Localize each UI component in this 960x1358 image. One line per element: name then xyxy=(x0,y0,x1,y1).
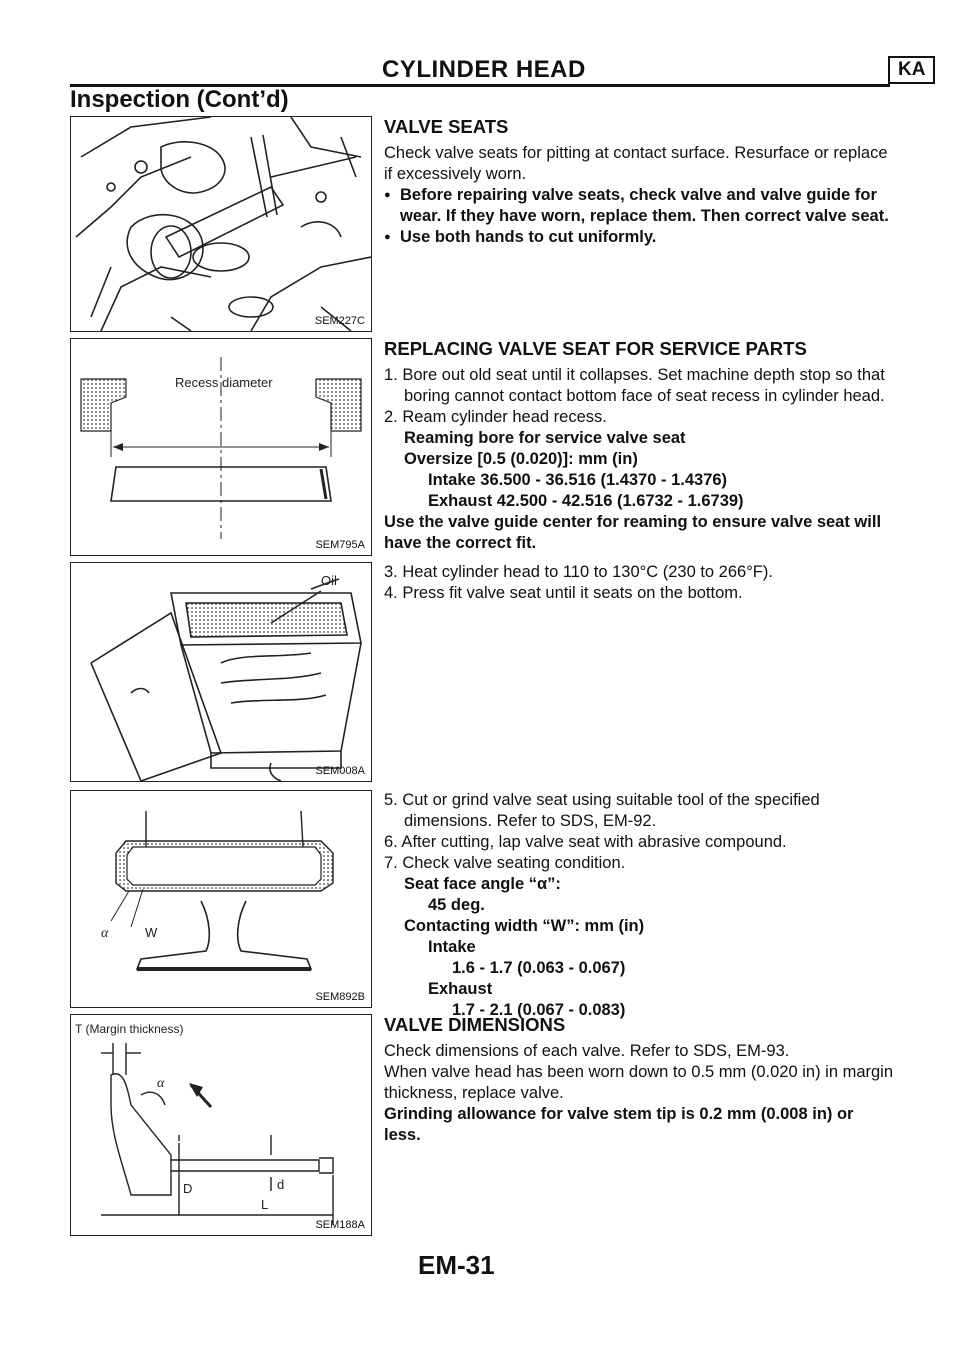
step-2: 2. Ream cylinder head recess. xyxy=(384,408,607,426)
step-1: 1. Bore out old seat until it collapses. Set machine depth stop so that boring cannot contact bottom face of seat recess in cylinder head. xyxy=(384,366,885,405)
figure-recess-diameter xyxy=(70,338,372,556)
figure-code: SEM008A xyxy=(315,765,365,777)
replacing-heading: REPLACING VALVE SEAT FOR SERVICE PARTS xyxy=(384,338,807,359)
section-subtitle: Inspection (Cont’d) xyxy=(70,86,289,113)
figure-oil-bath xyxy=(70,562,372,782)
valve-dimensions-section xyxy=(384,1014,894,1146)
seat-angle-label: Seat face angle “α”: xyxy=(404,875,561,893)
step-7: 7. Check valve seating condition. xyxy=(384,854,626,872)
valve-seats-bullet: ● Before repairing valve seats, check valve and valve guide for wear. If they have worn, replace them. Then correct valve seat. xyxy=(384,185,894,227)
step-6: 6. After cutting, lap valve seat with abrasive compound. xyxy=(384,833,787,851)
contact-intake-label: Intake xyxy=(428,938,476,956)
figure-code: SEM795A xyxy=(315,539,365,551)
valve-seats-section xyxy=(384,116,894,248)
dimensions-line-2: When valve head has been worn down to 0.5 mm (0.020 in) in margin thickness, replace valve. xyxy=(384,1063,894,1102)
step-4: 4. Press fit valve seat until it seats on the bottom. xyxy=(384,584,743,602)
replacing-section xyxy=(384,338,894,604)
valve-seats-heading: VALVE SEATS xyxy=(384,116,509,137)
figure-seat-face-angle xyxy=(70,790,372,1008)
valve-seats-bullet: ● Use both hands to cut uniformly. xyxy=(384,227,894,248)
w-label: W xyxy=(145,925,158,940)
length-label: L xyxy=(261,1197,269,1212)
oil-bath-illustration xyxy=(71,563,371,781)
contact-exhaust-label: Exhaust xyxy=(428,980,493,998)
oil-label: Oil xyxy=(321,573,337,588)
recess-diameter-label: Recess diameter xyxy=(175,375,273,390)
cylinder-head-cutter-illustration xyxy=(71,117,371,331)
stem-diameter-label: d xyxy=(277,1177,285,1192)
figure-code: SEM892B xyxy=(315,991,365,1003)
alpha-label: α xyxy=(157,1076,165,1091)
exhaust-spec: Exhaust 42.500 - 42.516 (1.6732 - 1.6739) xyxy=(428,492,744,510)
section-title: CYLINDER HEAD xyxy=(382,56,586,83)
seat-cutting-section xyxy=(384,790,894,1021)
model-tag: KA xyxy=(888,56,935,84)
figure-valve-seat-cutting xyxy=(70,116,372,332)
step-3: 3. Heat cylinder head to 110 to 130°C (230 to 266°F). xyxy=(384,563,773,581)
intake-spec: Intake 36.500 - 36.516 (1.4370 - 1.4376) xyxy=(428,471,728,489)
valve-seats-intro: Check valve seats for pitting at contact surface. Resurface or replace if excessively worn. xyxy=(384,144,888,183)
step-5: 5. Cut or grind valve seat using suitable tool of the specified dimensions. Refer to SDS, EM-92. xyxy=(384,791,820,830)
head-diameter-label: D xyxy=(183,1181,193,1196)
dimensions-line-3: Grinding allowance for valve stem tip is 0.2 mm (0.008 in) or less. xyxy=(384,1105,854,1144)
alpha-label: α xyxy=(101,926,109,941)
figure-valve-dimensions xyxy=(70,1014,372,1236)
oversize-spec: Oversize [0.5 (0.020)]: mm (in) xyxy=(404,450,638,468)
reaming-note: Use the valve guide center for reaming to ensure valve seat will have the correct fit. xyxy=(384,513,882,552)
page-number: EM-31 xyxy=(418,1250,495,1280)
valve-dimensions-heading: VALVE DIMENSIONS xyxy=(384,1014,566,1035)
contact-width-label: Contacting width “W”: mm (in) xyxy=(404,917,645,935)
contact-exhaust-value: 1.7 - 2.1 (0.067 - 0.083) xyxy=(452,1001,626,1019)
figure-code: SEM227C xyxy=(314,315,365,327)
figure-code: SEM188A xyxy=(315,1219,365,1231)
margin-thickness-label: T (Margin thickness) xyxy=(75,1022,184,1036)
valve-seat-angle-illustration xyxy=(71,791,371,1007)
contact-intake-value: 1.6 - 1.7 (0.063 - 0.067) xyxy=(452,959,626,977)
dimensions-line-1: Check dimensions of each valve. Refer to SDS, EM-93. xyxy=(384,1042,790,1060)
valve-dimensions-illustration xyxy=(71,1015,371,1235)
recess-diameter-illustration xyxy=(71,339,371,555)
seat-angle-value: 45 deg. xyxy=(428,896,485,914)
reaming-title: Reaming bore for service valve seat xyxy=(404,429,686,447)
